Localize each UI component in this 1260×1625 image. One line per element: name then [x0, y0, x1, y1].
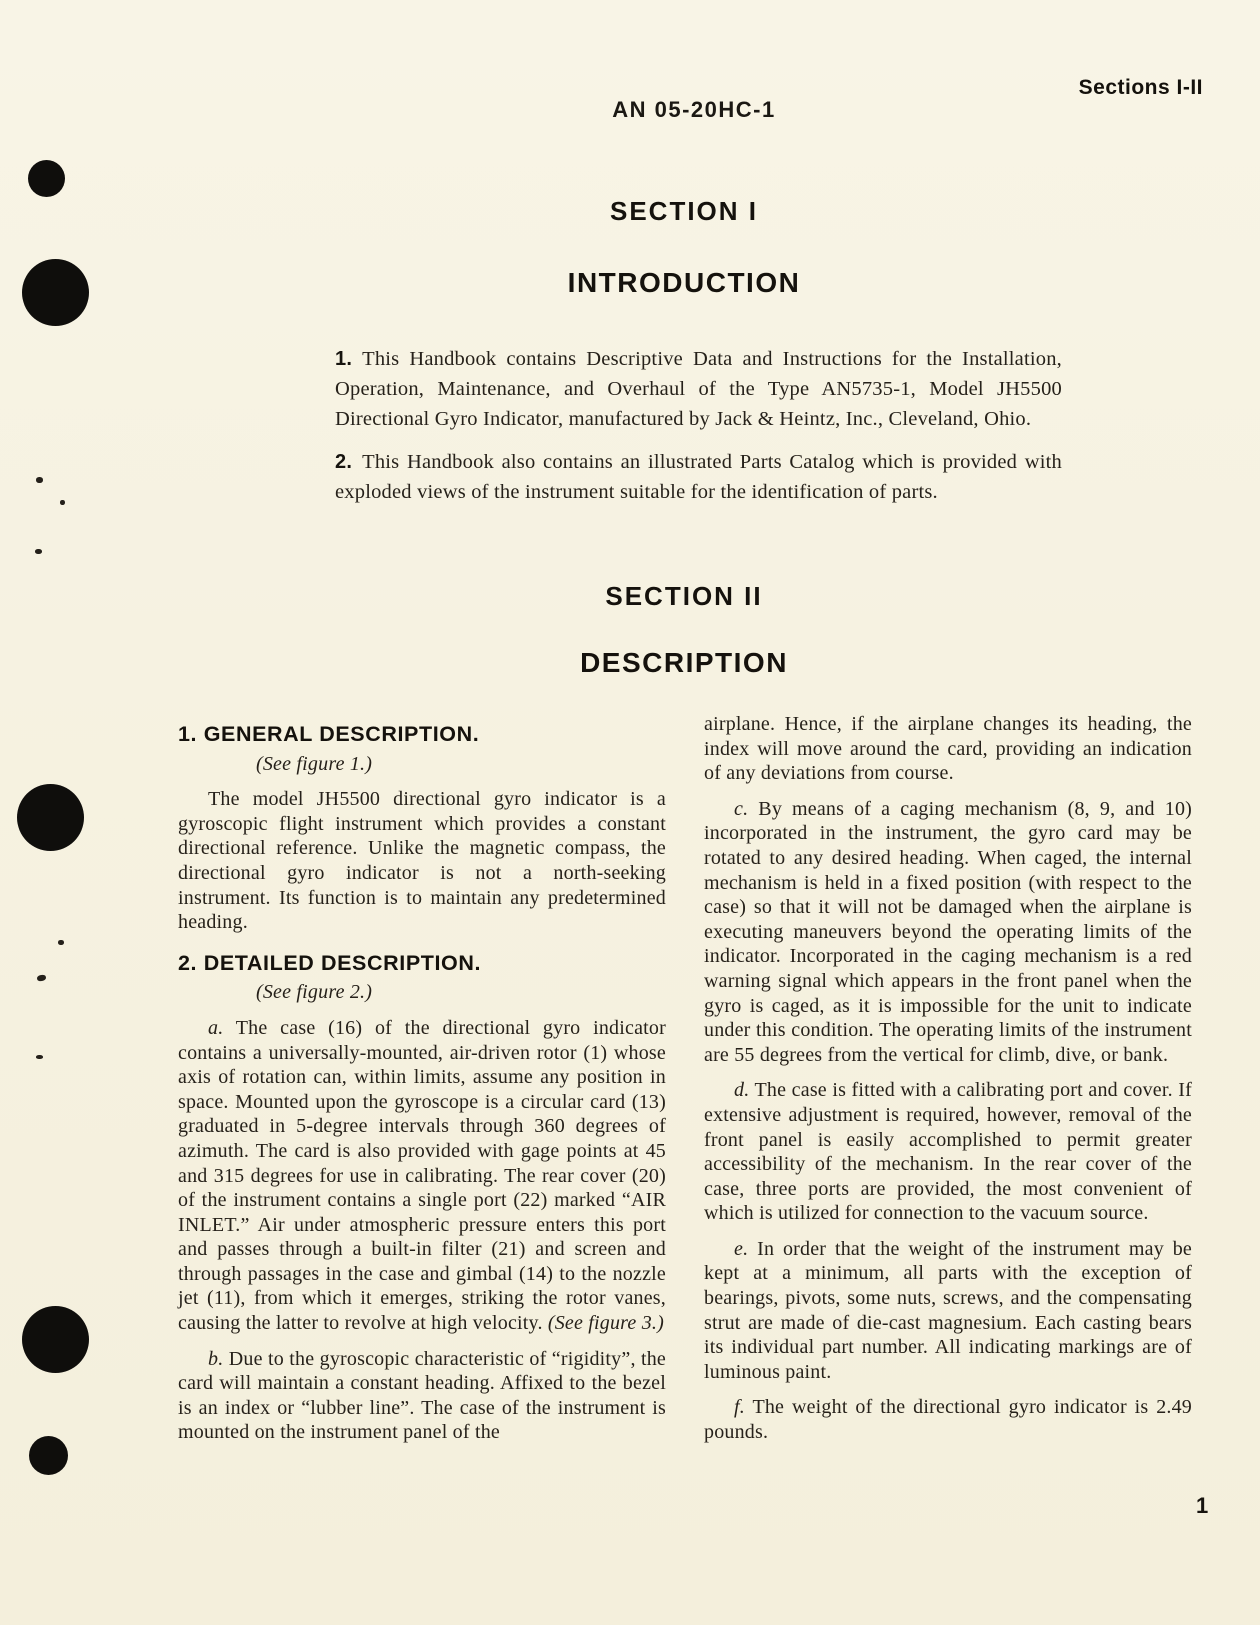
figure-reference: (See figure 2.) — [256, 981, 373, 1004]
page-number: 1 — [1196, 1493, 1209, 1518]
ink-speck — [35, 549, 42, 554]
figure-reference: (See figure 1.) — [256, 752, 373, 775]
binder-hole — [29, 1436, 68, 1475]
figure-reference: (See figure 3.) — [547, 1312, 664, 1335]
paragraph-label: d. — [734, 1079, 750, 1102]
paragraph-text: The weight of the directional gyro indicator is 2.49 pounds. — [704, 1396, 1193, 1444]
body-paragraph-general — [178, 787, 666, 935]
section-1-heading: INTRODUCTION — [567, 267, 801, 298]
paragraph-text: The case (16) of the directional gyro indicator contains a universally-mounted, air-driven rotor (1) whose axis of rotation can, within limits, assume any position in space. Mounted upon the gyroscope is a circular card (13) graduated in 5-degree intervals through 360 degrees of azimuth. The card is also provided with gage points at 45 and 315 degrees for use in calibrating. The rear cover (20) of the instrument contains a single port (22) marked “AIR INLET.” Air under atmospheric pressure enters this port and passes through a built-in filter (21) and screen and through passages in the case and gimbal (14) to the nozzle jet (11), from which it emerges, striking the rotor vanes, causing the latter to revolve at high velocity. — [178, 1016, 666, 1335]
binder-hole — [17, 784, 84, 851]
doc-number: AN 05-20HC-1 — [612, 97, 776, 122]
body-paragraph-f — [704, 1395, 1192, 1444]
body-paragraph-d — [704, 1078, 1192, 1226]
header-sections-label: Sections I-II — [1078, 76, 1203, 99]
body-paragraph-e — [704, 1237, 1192, 1385]
ink-speck — [60, 500, 65, 505]
left-column — [178, 712, 666, 1456]
body-paragraph-b — [178, 1347, 666, 1445]
body-paragraph-a — [178, 1016, 666, 1336]
section-1-title: SECTION I — [609, 196, 758, 226]
binder-hole — [22, 1306, 89, 1373]
ink-speck — [58, 940, 64, 945]
paragraph-label: c. — [734, 797, 749, 820]
right-column — [704, 712, 1192, 1456]
paragraph-label: b. — [208, 1347, 224, 1370]
paragraph-number: 2. — [335, 451, 353, 473]
binder-hole — [28, 160, 65, 197]
paragraph-text: This Handbook also contains an illustrated Parts Catalog which is provided with exploded views of the instrument suitable for the identification of parts. — [335, 451, 1062, 503]
paragraph-label: f. — [734, 1396, 745, 1419]
paragraph-text: The model JH5500 directional gyro indicator is a gyroscopic flight instrument which provides a constant directional reference. Unlike the magnetic compass, the directional gyro indicator is not a north-seeking instrument. Its function is to maintain any predetermined heading. — [178, 788, 666, 934]
paragraph-label: a. — [208, 1016, 224, 1039]
ink-speck — [36, 974, 46, 982]
ink-speck — [36, 477, 43, 483]
section-2-heading: DESCRIPTION — [580, 647, 788, 678]
section-2-title: SECTION II — [605, 581, 763, 611]
paragraph-text: By means of a caging mechanism (8, 9, and 10) incorporated in the instrument, the gyro card may be rotated to any desired heading. When caged, the internal mechanism is held in a fixed position (with respect to the case) so that it will not be damaged when the airplane is executing maneuvers beyond the operating limits of the indicator. Incorporated in the caging mechanism is a red warning signal which appears in the front panel when the gyro is caged, as it is impossible for the unit to indicate under this condition. The operating limits of the instrument are 55 degrees from the vertical for climb, dive, or bank. — [704, 797, 1193, 1066]
paragraph-text: airplane. Hence, if the airplane changes its heading, the index will move around the card, providing an indication of any deviations from course. — [704, 713, 1192, 785]
paragraph-text: The case is fitted with a calibrating port and cover. If extensive adjustment is required, however, removal of the front panel is easily accomplished to permit greater accessibility of the mechanism. In the rear cover of the case, three ports are provided, the most convenient of which is utilized for connection to the vacuum source. — [704, 1079, 1193, 1225]
introduction-block — [335, 344, 1062, 520]
continuation-paragraph — [704, 712, 1192, 786]
intro-paragraph — [335, 344, 1062, 434]
intro-paragraph — [335, 447, 1062, 507]
binder-hole — [22, 259, 89, 326]
body-paragraph-c — [704, 797, 1192, 1068]
paragraph-text: This Handbook contains Descriptive Data and Instructions for the Installation, Operation, Maintenance, and Overhaul of the Type AN5735-1, Model JH5500 Directional Gyro Indicator, manufactured by Jack & Heintz, Inc., Cleveland, Ohio. — [335, 348, 1062, 430]
subsection-heading-detailed-description: 2. DETAILED DESCRIPTION. — [178, 950, 482, 975]
paragraph-number: 1. — [335, 348, 353, 370]
paragraph-label: e. — [734, 1237, 749, 1260]
ink-speck — [36, 1055, 43, 1059]
paragraph-text: In order that the weight of the instrument may be kept at a minimum, all parts with the exception of bearings, pivots, some nuts, screws, and the compensating strut are made of die-cast magnesium. Each casting bears its individual part number. All indicating markings are of luminous paint. — [704, 1237, 1193, 1383]
subsection-heading-general-description: 1. GENERAL DESCRIPTION. — [178, 722, 480, 746]
two-column-body — [178, 712, 1192, 1456]
paragraph-text: Due to the gyroscopic characteristic of “rigidity”, the card will maintain a constant heading. Affixed to the bezel is an index or “lubber line”. The case of the instrument is mounted on the instrument panel of the — [178, 1347, 666, 1444]
